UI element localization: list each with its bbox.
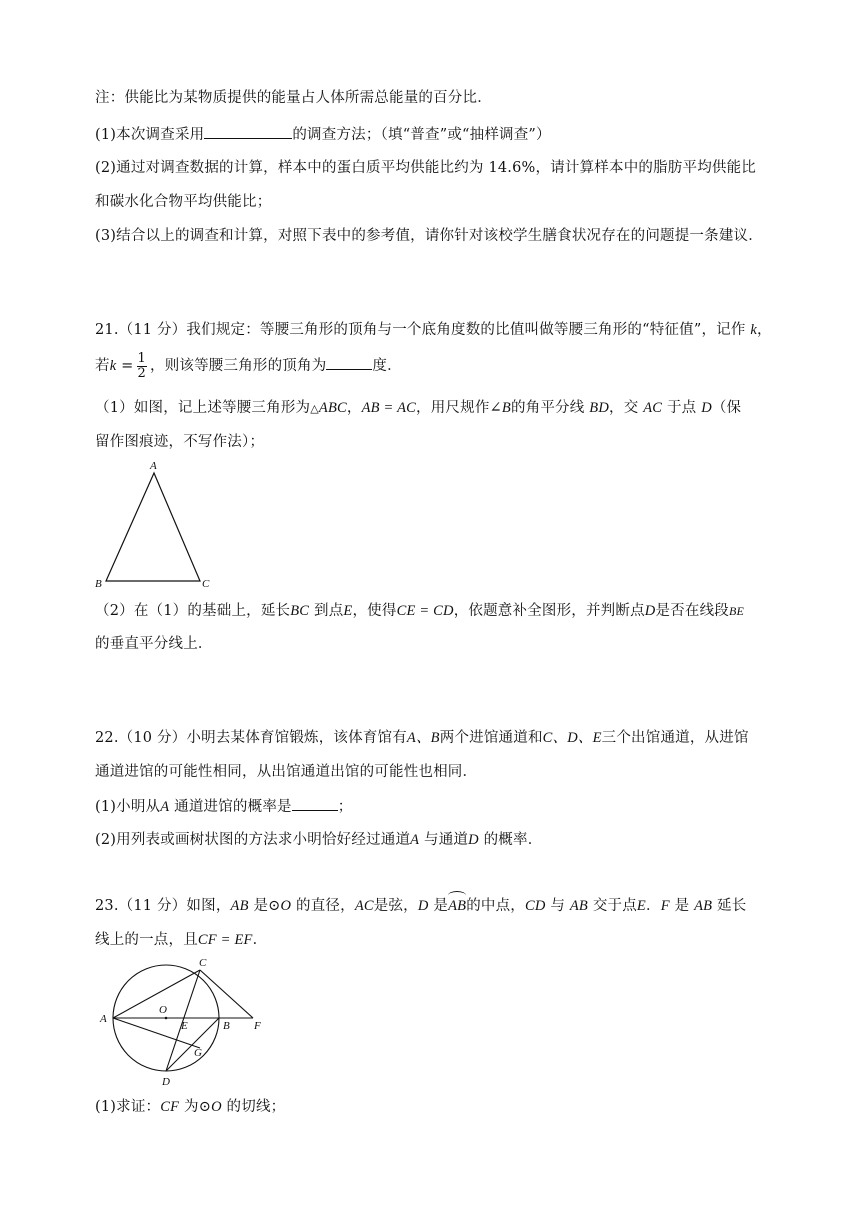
note-text: 注：供能比为某物质提供的能量占人体所需总能量的百分比．	[95, 90, 492, 106]
chord-ac	[113, 970, 200, 1018]
q23-text: 的直径，	[296, 898, 355, 914]
equation-ce-cd: CE = CD	[396, 603, 454, 619]
q22-text: 两个进馆通道和	[439, 730, 543, 746]
answer-blank	[292, 796, 338, 811]
center-o: O	[211, 1099, 222, 1115]
point-label-a: A	[100, 1013, 107, 1025]
point-label-g: G	[194, 1047, 202, 1059]
q23-text: ．	[645, 898, 661, 914]
point-d: D	[701, 400, 712, 416]
answer-blank	[326, 355, 372, 370]
vertex-label-a: A	[150, 460, 157, 472]
q23-text: 的中点，	[466, 898, 525, 914]
q21-header	[95, 320, 772, 340]
q23-text: 是弦，	[373, 898, 418, 914]
center-dot	[165, 1017, 168, 1020]
point-b: B	[501, 400, 511, 416]
fraction-one-half	[137, 352, 147, 381]
q23-text: 延长	[717, 898, 747, 914]
q21-part1-text: 于点	[666, 400, 697, 416]
segment-bd: BD	[589, 400, 609, 416]
q23-text: ．	[252, 932, 268, 948]
channel-a: A	[160, 799, 170, 815]
exits-cde: C、D、E	[542, 730, 602, 746]
entrances-ab: A、B	[406, 730, 440, 746]
q21-part2-text: 是否在线段	[655, 603, 729, 619]
answer-blank	[204, 124, 292, 139]
q21-condition-end: 度．	[372, 358, 402, 374]
q20-part2-line1: (2)通过对调查数据的计算，样本中的蛋白质平均供能比约为 14.6%，请计算样本中的脂肪平均供能比	[95, 160, 757, 176]
segment-ab: AB	[230, 898, 249, 914]
q21-part1-comma: ，	[346, 400, 362, 416]
q21-part1-text: ，交	[609, 400, 639, 416]
q21-condition-text: ，则该等腰三角形的顶角为	[150, 358, 327, 374]
k-symbol: k	[109, 358, 117, 374]
fraction-denominator: 2	[137, 365, 146, 381]
vertex-label-c: C	[202, 578, 210, 590]
angle-symbol: ∠	[489, 400, 502, 416]
q22-part1-end: ；	[337, 799, 353, 815]
segment-ab: AB	[694, 898, 713, 914]
q20-part1-suffix: 的调查方法；（填“普查”或“抽样调查”）	[292, 127, 551, 143]
k-symbol: k	[750, 322, 757, 338]
q21-part2-line1	[95, 601, 744, 621]
q23-text: 是⊙	[253, 898, 281, 914]
q20-part1	[95, 124, 551, 145]
triangle-name: ABC	[318, 400, 347, 416]
q23-text: 与	[550, 898, 566, 914]
q22-header-line2: 通道进馆的可能性相同，从出馆通道出馆的可能性也相同．	[95, 764, 478, 780]
q22-text: 三个出馆通道，从进馆	[601, 730, 749, 746]
q23-part1-text: 的切线；	[226, 1099, 286, 1115]
q21-comma: ，	[757, 322, 772, 338]
q20-part2-line2: 和碳水化合物平均供能比；	[95, 194, 272, 210]
q22-text: 22.（10 分）小明去某体育馆锻炼，该体育馆有	[95, 730, 407, 746]
equation-cf-ef: CF = EF	[197, 932, 253, 948]
channel-a: A	[410, 832, 420, 848]
point-label-c: C	[199, 957, 207, 969]
q23-part1-text: 为⊙	[184, 1099, 212, 1115]
segment-bd	[166, 1018, 219, 1071]
q22-part1-text: (1)小明从	[95, 799, 161, 815]
segment-bc: BC	[290, 603, 310, 619]
q20-part3: (3)结合以上的调查和计算，对照下表中的参考值，请你针对该校学生膳食状况存在的问题提一条建议．	[95, 228, 763, 244]
point-label-b: B	[223, 1020, 230, 1032]
q23-text: 是	[674, 898, 690, 914]
triangle-symbol: △	[310, 402, 319, 415]
q22-part2-text: 与通道	[424, 832, 469, 848]
segment-be: BE	[728, 604, 745, 618]
channel-d: D	[468, 832, 479, 848]
equals-sign: =	[121, 358, 134, 374]
q21-part1-line1	[95, 398, 741, 419]
q23-text: 线上的一点，且	[95, 932, 198, 948]
segment-cf	[200, 970, 253, 1018]
q21-part2-line2: 的垂直平分线上．	[95, 636, 213, 652]
segment-ab: AB	[569, 898, 588, 914]
q23-part1	[95, 1097, 285, 1117]
segment-cf: CF	[160, 1099, 180, 1115]
q21-part1-text: 的角平分线	[510, 400, 585, 416]
point-label-e: E	[181, 1020, 188, 1032]
q23-text: 是	[433, 898, 449, 914]
q22-header-line1	[95, 728, 749, 748]
point-label-o: O	[159, 1004, 167, 1016]
isosceles-triangle-figure	[90, 455, 220, 590]
q22-part1-text: 通道进馆的概率是	[174, 799, 292, 815]
q22-part1	[95, 796, 352, 817]
chord-ac: AC	[354, 898, 374, 914]
arc-ab: AB	[448, 898, 467, 914]
point-d: D	[417, 898, 429, 914]
q21-part2-text: ，依题意补全图形，并判断点	[453, 603, 645, 619]
segment-ac: AC	[643, 400, 663, 416]
equation-ab-ac: AB = AC	[361, 400, 417, 416]
q23-text: 23.（11 分）如图，	[95, 898, 231, 914]
point-e: E	[636, 898, 646, 914]
q21-header-text: 21.（11 分）我们规定：等腰三角形的顶角与一个底角度数的比值叫做等腰三角形的“特征值”，记作	[95, 322, 746, 338]
q20-part1-prefix: (1)本次调查采用	[95, 127, 205, 143]
q23-header-line1	[95, 896, 746, 916]
point-f: F	[660, 898, 670, 914]
q21-condition	[95, 350, 402, 382]
q23-header-line2	[95, 930, 267, 950]
q22-part2-text: (2)用列表或画树状图的方法求小明恰好经过通道	[95, 832, 411, 848]
q21-part1-text: （1）如图，记上述等腰三角形为	[95, 400, 311, 416]
q21-part1-text: （保	[711, 400, 742, 416]
vertex-label-b: B	[95, 578, 102, 590]
q22-part2-text: 的概率．	[483, 832, 543, 848]
q21-part1-line2: 留作图痕迹，不写作法）；	[95, 434, 265, 450]
segment-cd: CD	[525, 898, 546, 914]
q22-part2	[95, 830, 542, 850]
point-label-f: F	[254, 1020, 261, 1032]
q21-part2-text: ，使得	[352, 603, 397, 619]
q21-part2-text: （2）在（1）的基础上，延长	[95, 603, 291, 619]
q21-part1-text: ，用尺规作	[416, 400, 490, 416]
q23-text: 交于点	[592, 898, 637, 914]
triangle-abc	[106, 473, 200, 581]
q21-if: 若	[95, 358, 110, 374]
center-o: O	[280, 898, 292, 914]
q23-part1-text: (1)求证：	[95, 1099, 161, 1115]
fraction-numerator: 1	[137, 350, 146, 366]
point-label-d: D	[162, 1076, 170, 1088]
circle-figure	[95, 955, 275, 1090]
point-e: E	[343, 603, 353, 619]
q21-part2-text: 到点	[314, 603, 344, 619]
point-d: D	[644, 603, 656, 619]
